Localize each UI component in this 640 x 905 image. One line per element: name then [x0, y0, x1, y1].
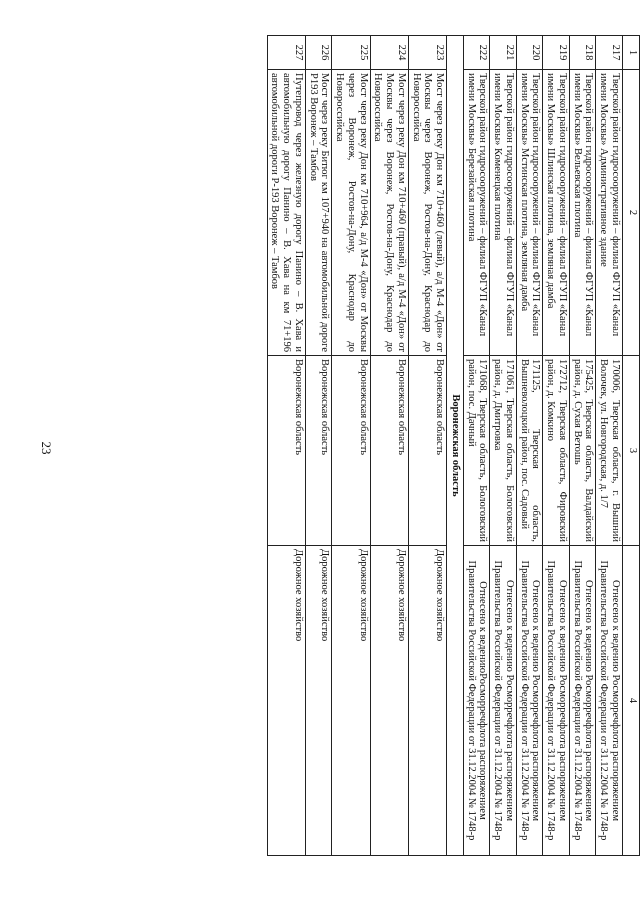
column-number: 4 — [623, 546, 640, 856]
row-number: 224 — [370, 36, 408, 70]
table-row — [596, 36, 623, 856]
object-address: 172712, Тверская область, Фировский район, д. Комкино — [543, 356, 570, 546]
object-address: Воронежская область — [409, 356, 447, 546]
object-address: 170006, Тверская область, г. Вышний Волочек, ул. Новгородская, д. 1/7 — [596, 356, 623, 546]
object-address: 171068, Тверская область, Бологовский район, пос. Дачный — [464, 356, 491, 546]
object-address: Воронежская область — [267, 356, 305, 546]
object-address: 171125, Тверская область, Вышневолоцкий район, пос. Садовый — [517, 356, 544, 546]
row-number: 227 — [267, 36, 305, 70]
table-row — [409, 36, 447, 856]
object-basis: Дорожное хозяйство — [370, 546, 408, 856]
page-number: 23 — [39, 441, 54, 455]
column-number: 3 — [623, 356, 640, 546]
row-number: 222 — [464, 36, 491, 70]
object-basis: Отнесено к ведению Росморречфлота распоряжением Правительства Российской Федерации от 31.12.2004 № 1748-р — [596, 546, 623, 856]
object-name: Тверской район гидросооружений – филиал ФГУП «Канал имени Москвы» Березайская плотина — [464, 70, 491, 356]
object-basis: Отнесено к ведениюРосморречфлота распоряжением Правительства Российской Федерации от 31.12.2004 № 1748-р — [464, 546, 491, 856]
object-name: Мост через реку Дон км 710+964, а/д М-4 «Дон» от Москвы через Воронеж, Ростов-на-Дону, Краснодар до Новороссийска — [332, 70, 370, 356]
object-address: Воронежская область — [306, 356, 333, 546]
object-name: Мост через реку Дон км 710+460 (правый), а/д М-4 «Дон» от Москвы через Воронеж, Ростов-на-Дону, Краснодар до Новороссийска — [370, 70, 408, 356]
table-row — [306, 36, 333, 856]
object-name: Тверской район гидросооружений – филиал ФГУП «Канал имени Москвы» Шлинская плотина, земляная дамба — [543, 70, 570, 356]
object-basis: Дорожное хозяйство — [332, 546, 370, 856]
row-number: 221 — [490, 36, 517, 70]
column-number: 2 — [623, 70, 640, 356]
table-row — [490, 36, 517, 856]
object-name: Мост через реку Дон км 710+460 (левый), а/д М-4 «Дон» от Москвы через Воронеж, Ростов-на-Дону, Краснодар до Новороссийска — [409, 70, 447, 356]
row-number: 218 — [570, 36, 597, 70]
object-basis: Отнесено к ведению Росморречфлота распоряжением Правительства Российской Федерации от 31.12.2004 № 1748-р — [517, 546, 544, 856]
column-numbers-row — [623, 36, 640, 856]
rotated-page — [60, 0, 640, 905]
object-name: Путепровод через железную дорогу Панино – В. Хава и автомобильную дорогу Панино – В. Хава на км 71+196 автомобильной дороги Р-193 Воронеж – Тамбов — [267, 70, 305, 356]
object-name: Мост через реку Битюг км 107+940 на автомобильной дороге Р193 Воронеж – Тамбов — [306, 70, 333, 356]
object-basis: Дорожное хозяйство — [267, 546, 305, 856]
section-row — [447, 36, 464, 856]
object-address: 175425, Тверская область, Валдайский район, д. Сухая Ветошь — [570, 356, 597, 546]
table-row — [267, 36, 305, 856]
row-number: 226 — [306, 36, 333, 70]
row-number: 217 — [596, 36, 623, 70]
object-name: Тверской район гидросооружений – филиал ФГУП «Канал имени Москвы» Коменецкая плотина — [490, 70, 517, 356]
object-basis: Отнесено к ведению Росморречфлота распоряжением Правительства Российской Федерации от 31.12.2004 № 1748-р — [543, 546, 570, 856]
object-basis: Отнесено к ведению Росморречфлота распоряжением Правительства Российской Федерации от 31.12.2004 № 1748-р — [570, 546, 597, 856]
row-number: 223 — [409, 36, 447, 70]
table-row — [543, 36, 570, 856]
objects-table — [267, 35, 640, 856]
object-name: Тверской район гидросооружений – филиал ФГУП «Канал имени Москвы» Административное здание — [596, 70, 623, 356]
row-number: 225 — [332, 36, 370, 70]
object-basis: Дорожное хозяйство — [306, 546, 333, 856]
section-heading: Воронежская область — [447, 36, 464, 856]
column-number: 1 — [623, 36, 640, 70]
table-row — [332, 36, 370, 856]
object-basis: Дорожное хозяйство — [409, 546, 447, 856]
object-name: Тверской район гидросооружений – филиал ФГУП «Канал имени Москвы» Вельевская плотина — [570, 70, 597, 356]
object-name: Тверской район гидросооружений – филиал ФГУП «Канал имени Москвы» Мстинская плотина, земляная дамба — [517, 70, 544, 356]
object-address: 171061, Тверская область, Бологовский район, д. Дмитровка — [490, 356, 517, 546]
table-row — [370, 36, 408, 856]
table-row — [517, 36, 544, 856]
object-address: Воронежская область — [370, 356, 408, 546]
table-row — [570, 36, 597, 856]
table-row — [464, 36, 491, 856]
object-basis: Отнесено к ведению Росморречфлота распоряжением Правительства Российской Федерации от 31.12.2004 № 1748-р — [490, 546, 517, 856]
object-address: Воронежская область — [332, 356, 370, 546]
row-number: 220 — [517, 36, 544, 70]
row-number: 219 — [543, 36, 570, 70]
